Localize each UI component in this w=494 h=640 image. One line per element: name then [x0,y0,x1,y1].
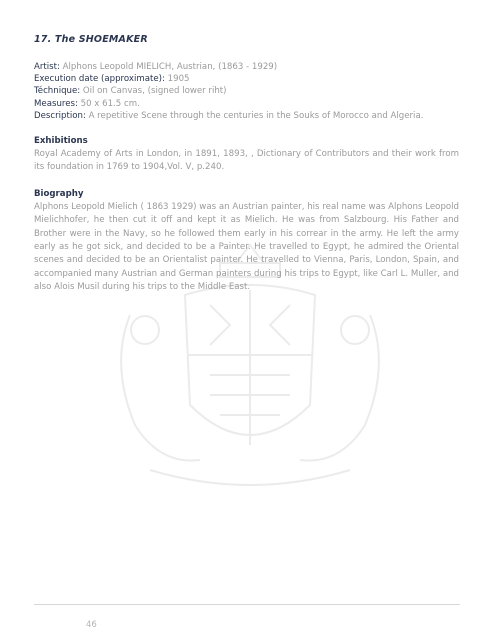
description-line [34,110,459,122]
technique-value: Oil on Canvas, (signed lower riht) [80,86,227,97]
measures-value: 50 x 61.5 cm. [77,98,140,109]
exhibitions-heading: Exhibitions [34,136,88,147]
description-label: Description: [34,110,86,121]
description-value: A repetitive Scene through the centuries in the Souks of Morocco and Algeria. [85,110,424,121]
artist-value: Alphons Leopold MIELICH, Austrian, (1863 - 1929) [59,62,278,72]
biography-heading: Biography [34,188,84,199]
biography-text: Alphons Leopold Mielich ( 1863 1929) was an Austrian painter, his real name was Alphons Leopold Mielichhofer, he then cut it off and kept it as Mielich. He was from Salzbourg. His Father and Brother were in the Navy, so he followed them early in his correar in the army. He left the army early as he got sick, and decided to be a Painter. He travelled to Egypt, he admired the Oriental scenes and decided to be an Orientalist painter. He travelled to Vienna, Paris, London, Spain, and accompanied many Austrian and German painters during his trips to Egypt, like Carl L. Muller, and also Alois Musil during his trips to the Middle East. [34,201,459,293]
execution-date-line [34,73,459,85]
exhibitions-text: Royal Academy of Arts in London, in 1891, 1893, , Dictionary of Contributors and their work from its foundation in 1769 to 1904,Vol. V, p.240. [34,149,459,173]
document-page [34,34,459,295]
measures-label: Measures: [34,98,78,109]
execution-date-value: 1905 [164,74,190,85]
page-number: 46 [86,620,97,630]
execution-date-label: Execution date (approximate): [34,74,165,85]
measures-line [34,98,459,110]
artwork-title: 17. The SHOEMAKER [34,34,148,45]
artist-label: Artist: [34,62,60,72]
technique-line [34,85,459,97]
footer-divider [34,604,460,605]
artwork-details [34,61,459,122]
artist-line [34,61,459,73]
technique-label: Téchnique: [34,86,81,97]
